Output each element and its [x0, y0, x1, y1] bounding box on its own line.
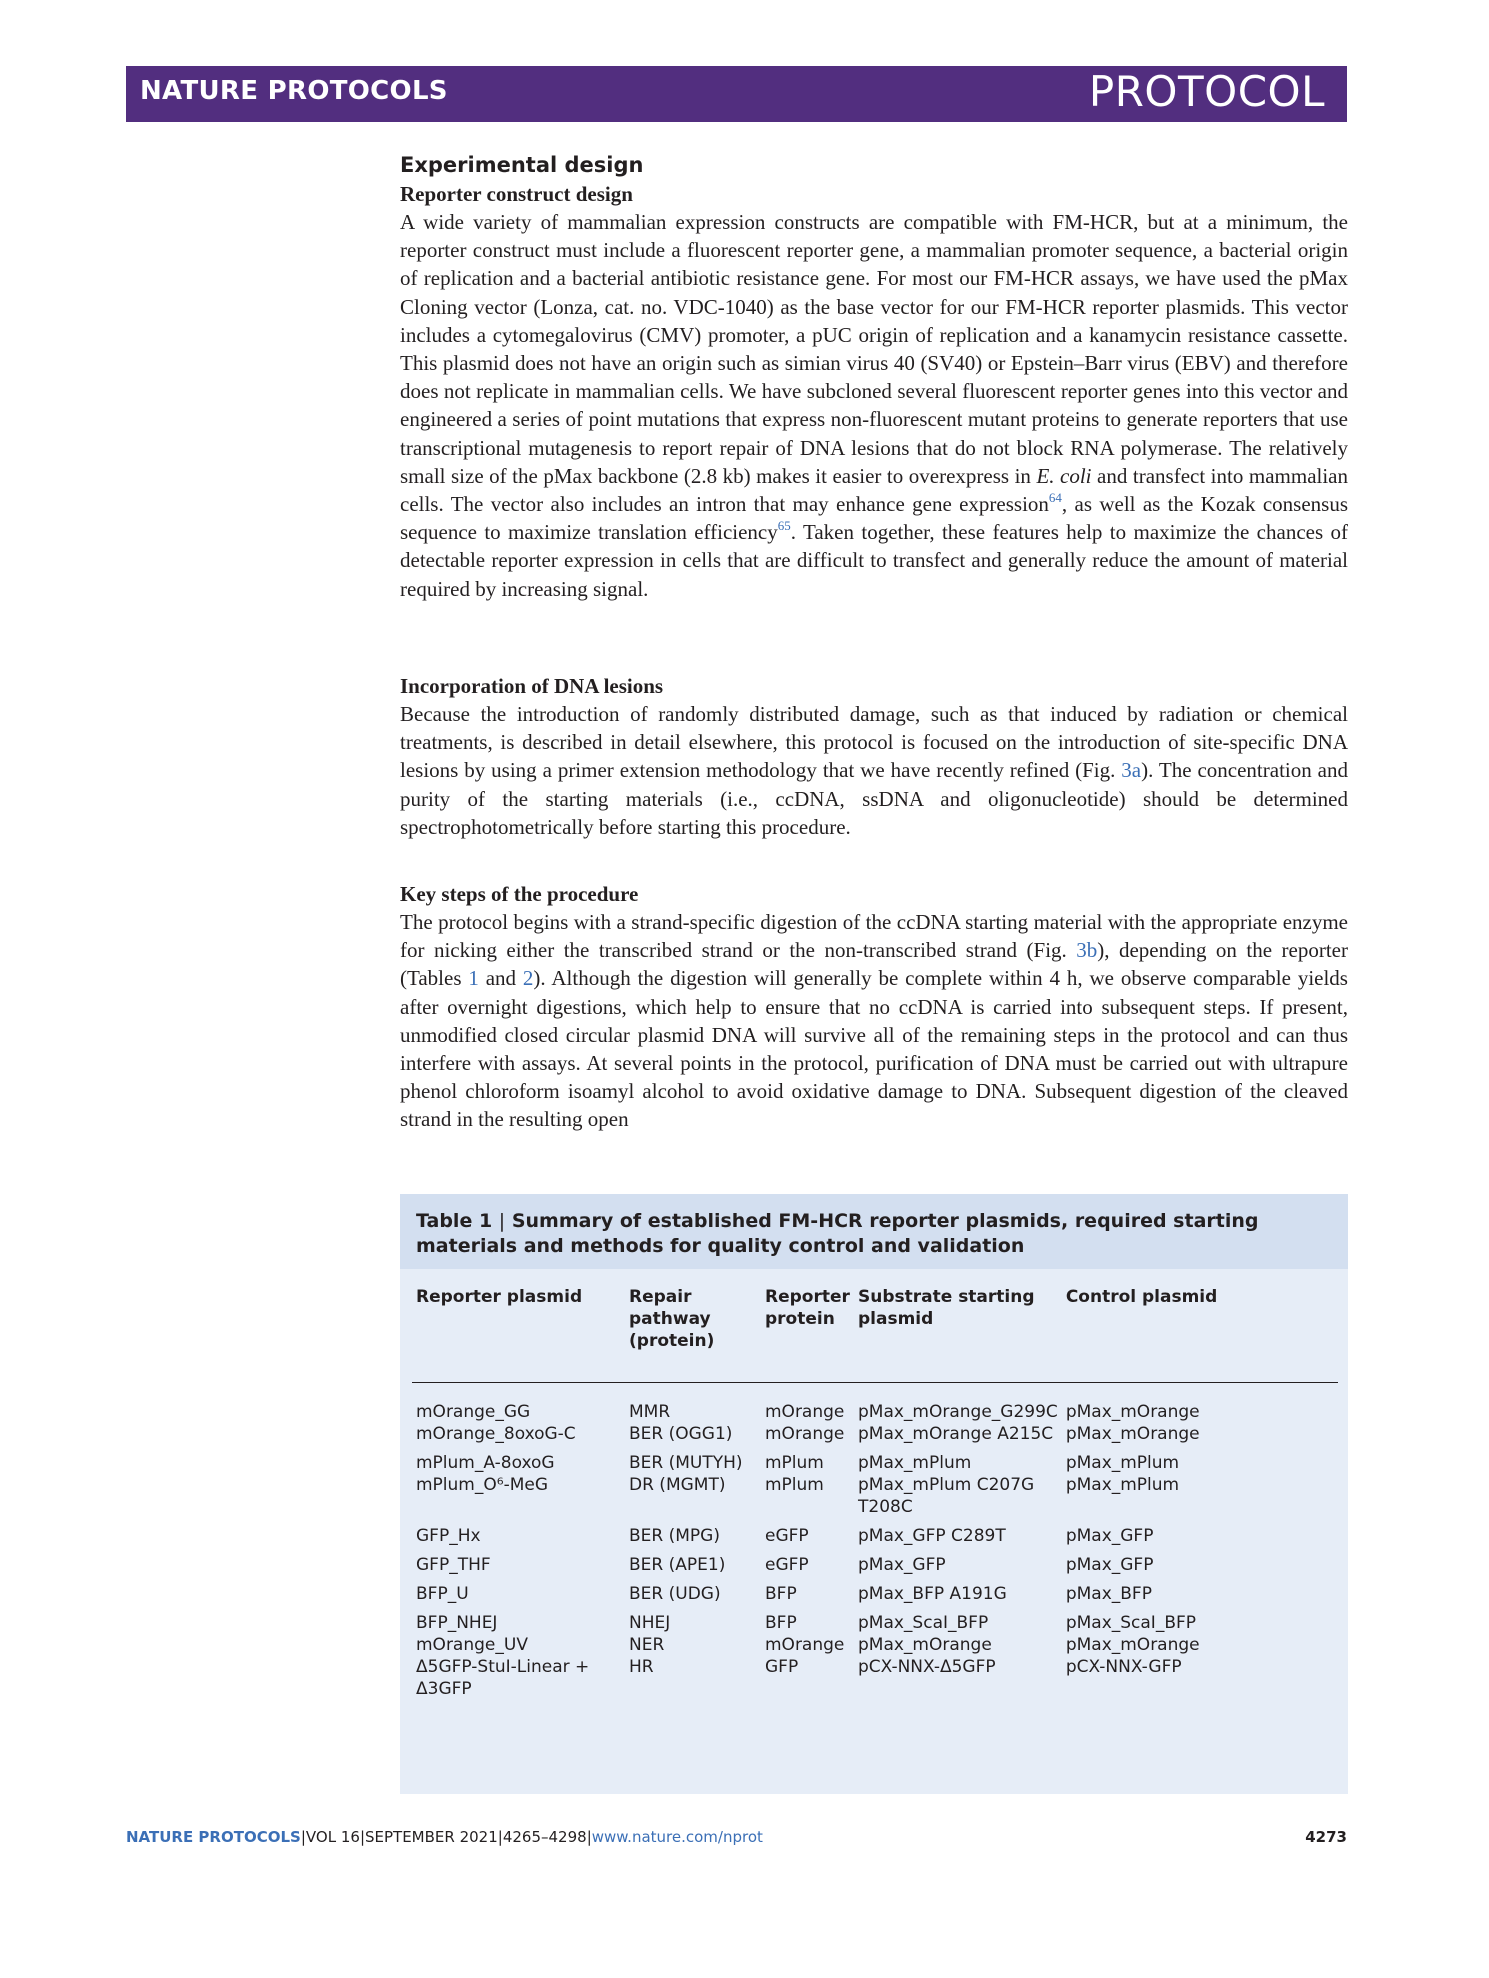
citation-link[interactable]: 65 [777, 518, 791, 534]
cell: pMax_mPlum C207G T208C [858, 1475, 1035, 1517]
footer-date: SEPTEMBER 2021 [365, 1828, 498, 1846]
cell: GFP_Hx [416, 1526, 481, 1546]
cell: NHEJ [629, 1613, 671, 1633]
citation-link[interactable]: 64 [1048, 490, 1062, 506]
section-dna-lesions [400, 672, 1348, 841]
cell: pMax_mOrange [858, 1635, 992, 1655]
table-link[interactable]: 1 [468, 966, 479, 991]
column-header: Reporter plasmid [412, 1286, 625, 1383]
cell: BER (APE1) [629, 1555, 726, 1575]
table-header-row [412, 1286, 1338, 1383]
cell: GFP [765, 1657, 799, 1677]
cell: pMax_mOrange [1065, 1635, 1200, 1655]
cell: MMR [629, 1402, 671, 1422]
cell: pMax_mPlum [1065, 1475, 1180, 1495]
table-row [412, 1656, 1338, 1700]
section-reporter-construct [400, 150, 1348, 603]
subsection-title: Key steps of the procedure [400, 882, 639, 906]
data-table [412, 1286, 1338, 1700]
cell: pMax_GFP C289T [858, 1526, 1006, 1546]
cell: BFP_U [416, 1584, 469, 1604]
table-row [412, 1518, 1338, 1547]
paragraph: The protocol begins with a strand-specific digestion of the ccDNA starting material with the appropriate enzyme for nicking either the transcribed strand or the non-transcribed strand (Fig. 3b), depending on the reporter (Tables 1 and 2). Although the digestion will generally be complete within 4 h, we observe comparable yields after overnight digestions, which help to ensure that no ccDNA is carried into subsequent steps. If present, unmodified closed circular plasmid DNA will survive all of the remaining steps in the protocol and can thus interfere with assays. At several points in the protocol, purification of DNA must be carried out with ultrapure phenol chloroform isoamyl alcohol to avoid oxidative damage to DNA. Subsequent digestion of the cleaved strand in the resulting open [400, 910, 1348, 1132]
column-header: Substrate starting plasmid [854, 1286, 1062, 1383]
cell: DR (MGMT) [629, 1475, 726, 1495]
cell: BFP [765, 1584, 797, 1604]
cell: mOrange_8oxoG-C [416, 1424, 576, 1444]
cell: pCX-NNX-GFP [1065, 1657, 1182, 1677]
footer-volume: VOL 16 [305, 1828, 360, 1846]
column-header: Control plasmid [1062, 1286, 1338, 1383]
cell: pMax_mPlum [1065, 1453, 1180, 1473]
italic-species: E. coli [1036, 463, 1092, 488]
cell: mOrange_UV [416, 1635, 528, 1655]
subsection-title: Incorporation of DNA lesions [400, 674, 664, 698]
cell: pMax_mOrange A215C [858, 1424, 1054, 1444]
cell: pMax_GFP [858, 1555, 946, 1575]
cell: eGFP [765, 1555, 809, 1575]
table-caption: Table 1 | Summary of established FM-HCR reporter plasmids, required starting materials and methods for quality control and validation [400, 1194, 1348, 1269]
cell: pMax_GFP [1065, 1555, 1154, 1575]
footer-citation: NATURE PROTOCOLS|VOL 16|SEPTEMBER 2021|4265–4298|www.nature.com/nprot [126, 1828, 763, 1846]
cell: mOrange_GG [416, 1402, 531, 1422]
footer-journal: NATURE PROTOCOLS [126, 1828, 301, 1846]
cell: pMax_mPlum [858, 1453, 972, 1473]
table-row [412, 1547, 1338, 1576]
cell: mOrange [765, 1635, 845, 1655]
cell: pMax_ScaI_BFP [1065, 1613, 1197, 1633]
table-row [412, 1445, 1338, 1474]
subsection-title: Reporter construct design [400, 182, 633, 206]
journal-name: NATURE PROTOCOLS [140, 76, 448, 106]
section-key-steps [400, 880, 1348, 1134]
cell: eGFP [765, 1526, 809, 1546]
cell: mOrange [765, 1424, 845, 1444]
cell: GFP_THF [416, 1555, 491, 1575]
cell: BER (OGG1) [629, 1424, 733, 1444]
table-row [412, 1605, 1338, 1634]
footer-pages: 4265–4298 [502, 1828, 587, 1846]
cell: mPlum [765, 1475, 824, 1495]
paragraph: Because the introduction of randomly distributed damage, such as that induced by radiation or chemical treatments, is described in detail elsewhere, this protocol is focused on the introduction of site-specific DNA lesions by using a primer extension methodology that we have recently refined (Fig. 3a). The concentration and purity of the starting materials (i.e., ccDNA, ssDNA and oligonucleotide) should be determined spectrophotometrically before starting this procedure. [400, 702, 1348, 839]
cell: pMax_BFP A191G [858, 1584, 1007, 1604]
cell: BFP [765, 1613, 797, 1633]
cell: NER [629, 1635, 665, 1655]
table-row [412, 1423, 1338, 1445]
table-label: Table 1 [416, 1210, 493, 1232]
cell: pMax_mOrange [1065, 1424, 1200, 1444]
figure-link[interactable]: 3a [1121, 758, 1142, 783]
section-title: Experimental design [400, 153, 644, 177]
figure-link[interactable]: 3b [1076, 938, 1098, 963]
table-row [412, 1474, 1338, 1518]
cell: pMax_ScaI_BFP [858, 1613, 989, 1633]
table-row [412, 1576, 1338, 1605]
cell: BER (UDG) [629, 1584, 721, 1604]
cell: pMax_GFP [1065, 1526, 1154, 1546]
journal-banner [126, 66, 1347, 122]
article-type: PROTOCOL [1088, 67, 1325, 116]
column-header: Reporter protein [761, 1286, 854, 1383]
table-caption-text: Summary of established FM-HCR reporter plasmids, required starting materials and methods for quality control and validation [416, 1210, 1259, 1257]
footer-url-link[interactable]: www.nature.com/nprot [591, 1828, 763, 1846]
cell: HR [629, 1657, 654, 1677]
page-number: 4273 [1305, 1828, 1347, 1846]
cell: Δ5GFP-StuI-Linear + Δ3GFP [416, 1657, 590, 1699]
cell: mPlum_O⁶-MeG [416, 1475, 548, 1495]
cell: pMax_mOrange [1065, 1402, 1200, 1422]
table-row [412, 1634, 1338, 1656]
table-1 [400, 1194, 1348, 1794]
cell: pCX-NNX-Δ5GFP [858, 1657, 996, 1677]
cell: pMax_mOrange_G299C [858, 1402, 1058, 1422]
cell: mPlum [765, 1453, 824, 1473]
paragraph: A wide variety of mammalian expression constructs are compatible with FM-HCR, but at a minimum, the reporter construct must include a fluorescent reporter gene, a mammalian promoter sequence, a bacterial origin of replication and a bacterial antibiotic resistance gene. For most our FM-HCR assays, we have used the pMax Cloning vector (Lonza, cat. no. VDC-1040) as the base vector for our FM-HCR reporter plasmids. This vector includes a cytomegalovirus (CMV) promoter, a pUC origin of replication and a kanamycin resistance cassette. This plasmid does not have an origin such as simian virus 40 (SV40) or Epstein–Barr virus (EBV) and therefore does not replicate in mammalian cells. We have subcloned several fluorescent reporter genes into this vector and engineered a series of point mutations that express non-fluorescent mutant proteins to generate reporters that use transcriptional mutagenesis to report repair of DNA lesions that do not block RNA polymerase. The relatively small size of the pMax backbone (2.8 kb) makes it easier to overexpress in E. coli and transfect into mammalian cells. The vector also includes an intron that may enhance gene expression$^{64}$, as well as the Kozak consensus sequence to maximize translation efficiency$^{65}$. Taken together, these features help to maximize the chances of detectable reporter expression in cells that are difficult to transfect and generally reduce the amount of material required by increasing signal. [400, 210, 1349, 601]
cell: mPlum_A-8oxoG [416, 1453, 555, 1473]
table-row [412, 1383, 1338, 1424]
table-link[interactable]: 2 [522, 966, 534, 991]
cell: mOrange [765, 1402, 845, 1422]
cell: BER (MPG) [629, 1526, 720, 1546]
cell: BFP_NHEJ [416, 1613, 498, 1633]
column-header: Repair pathway (protein) [625, 1286, 761, 1383]
cell: pMax_BFP [1065, 1584, 1152, 1604]
cell: BER (MUTYH) [629, 1453, 743, 1473]
